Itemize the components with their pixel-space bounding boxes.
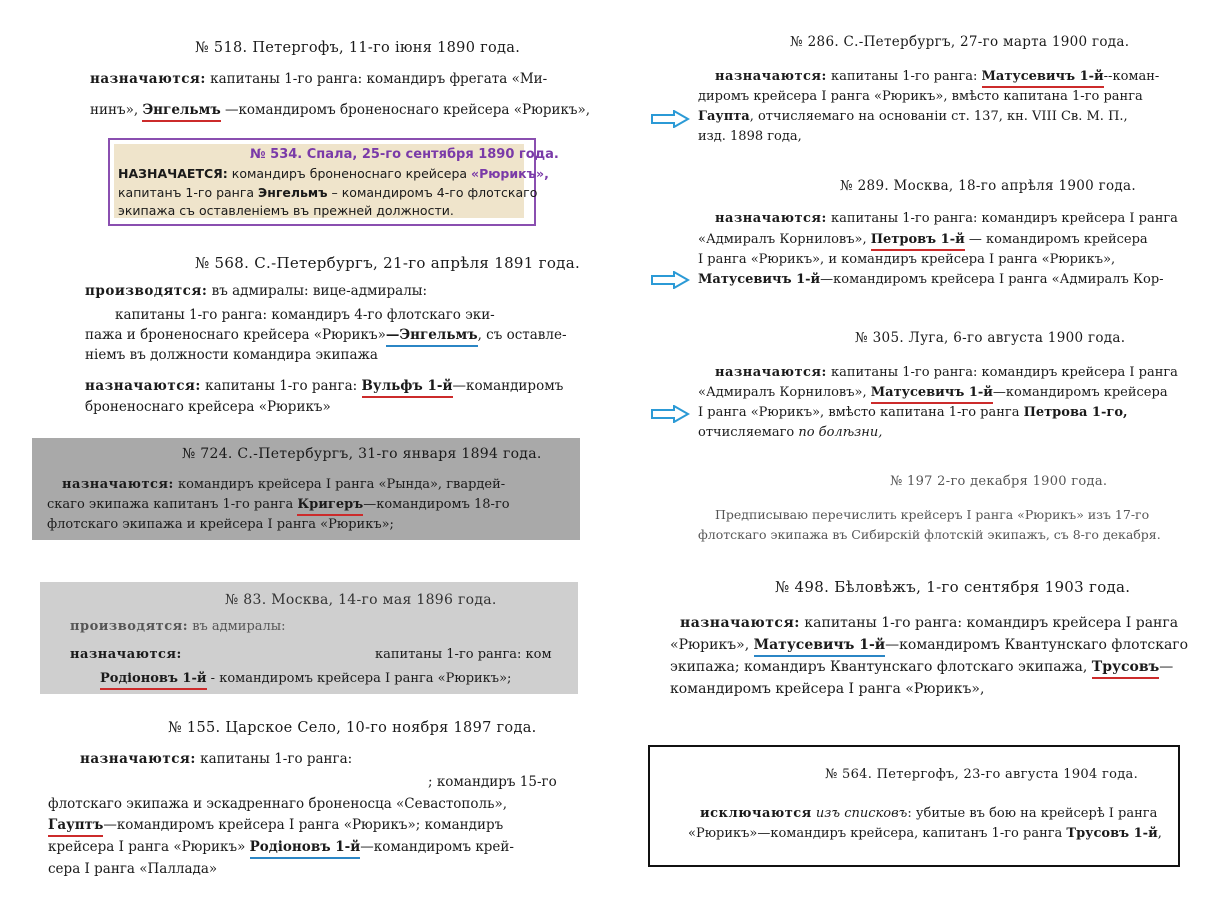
officer-name: Матусевичъ 1-й: [982, 69, 1104, 88]
officer-name: Родіоновъ 1-й: [100, 671, 207, 690]
ship-name: «Рюрикъ»,: [471, 166, 549, 181]
decree-line: [715, 68, 1159, 86]
text: изъ списковъ: [811, 806, 908, 821]
arrow-right-icon: [650, 271, 690, 289]
decree-line: [48, 838, 514, 856]
keyword: производятся:: [70, 619, 189, 634]
text: «Адмиралъ Корниловъ»,: [698, 232, 871, 247]
decree-line: [85, 282, 427, 300]
decree-197: [690, 472, 1190, 547]
officer-name: Матусевичъ 1-й: [698, 272, 821, 287]
decree-line: [70, 646, 182, 664]
text: капитаны 1-го ранга: командиръ крейсера I ранга: [799, 615, 1179, 631]
decree-line: [80, 750, 352, 768]
text: : убитые въ бою на крейсерѣ I ранга: [907, 806, 1158, 821]
text: капитанъ 1-го ранга: [118, 185, 259, 200]
text: капитаны 1-го ранга: командиръ крейсера I ранга: [826, 211, 1178, 226]
decree-568: [60, 250, 600, 425]
decree-header: № 197 2-го декабря 1900 года.: [890, 474, 1108, 489]
decree-header: № 83. Москва, 14-го мая 1896 года.: [225, 592, 497, 608]
text: капитаны 1-го ранга:: [826, 69, 982, 84]
text: капитаны 1-го ранга:: [200, 378, 362, 394]
text: въ адмиралы:: [188, 619, 286, 634]
text: —командиромъ Квантунскаго флотскаго: [885, 637, 1189, 653]
decree-line: броненоснаго крейсера «Рюрикъ»: [85, 399, 331, 415]
decree-line: [700, 805, 1157, 823]
text: капитаны 1-го ранга:: [195, 751, 353, 767]
decree-line: ніемъ въ должности командира экипажа: [85, 347, 378, 363]
text: въ адмиралы: вице-адмиралы:: [207, 283, 428, 299]
text: , отчисляемаго на основаніи ст. 137, кн. VIII Св. М. П.,: [749, 109, 1128, 124]
decree-line: экипажа съ оставленіемъ въ прежней должности.: [118, 203, 454, 218]
decree-line: командиромъ крейсера I ранга «Рюрикъ»,: [670, 681, 985, 697]
text: —командиромъ крейсера: [992, 385, 1168, 400]
decree-line: [715, 364, 1178, 382]
decree-line: капитаны 1-го ранга: командиръ 4-го флотскаго эки-: [115, 307, 495, 323]
keyword: НАЗНАЧАЕТСЯ:: [118, 166, 228, 181]
decree-line: ; командиръ 15-го: [428, 774, 557, 790]
decree-header: № 155. Царское Село, 10-го ноября 1897 года.: [168, 720, 537, 736]
keyword: назначаются:: [715, 365, 827, 380]
decree-line: флотскаго экипажа и крейсера I ранга «Рюрикъ»;: [47, 517, 394, 532]
text: командиръ броненоснаго крейсера: [227, 166, 472, 181]
decree-724: [32, 438, 580, 540]
decree-line: [698, 108, 1128, 126]
decree-header: № 568. С.-Петербургъ, 21-го апрѣля 1891 года.: [195, 254, 581, 272]
decree-header: № 564. Петергофъ, 23-го августа 1904 года.: [825, 767, 1139, 782]
decree-line: [118, 184, 537, 202]
text: , съ оставле-: [477, 327, 567, 343]
text: — командиромъ крейсера: [964, 232, 1148, 247]
text: —: [1159, 659, 1174, 675]
decree-line: [680, 614, 1178, 632]
keyword: назначаются:: [70, 647, 182, 662]
text: «Рюрикъ»,: [670, 637, 754, 653]
decree-line: капитаны 1-го ранга: ком: [375, 647, 552, 662]
arrow-right-icon: [650, 405, 690, 423]
keyword: исключаются: [700, 806, 812, 821]
decree-header: № 518. Петергофъ, 11-го іюня 1890 года.: [195, 40, 521, 56]
keyword: производятся:: [85, 283, 208, 299]
officer-name: Петровъ 1-й: [871, 232, 965, 251]
decree-line: [70, 618, 286, 636]
text: —командиромъ крейсера I ранга «Рюрикъ»; командиръ: [103, 817, 504, 833]
decree-518: [60, 38, 600, 128]
decree-line: сера I ранга «Паллада»: [48, 861, 218, 877]
keyword: назначаются:: [90, 71, 206, 87]
keyword: назначаются:: [85, 378, 201, 394]
officer-name: Гауптъ: [48, 817, 103, 837]
decree-155: [48, 718, 588, 898]
decree-line: [48, 816, 503, 834]
officer-name: Родіоновъ 1-й: [250, 839, 361, 859]
decree-line: [118, 165, 549, 183]
decree-line: I ранга «Рюрикъ», и командиръ крейсера I ранга «Рюрикъ»,: [698, 252, 1116, 267]
decree-line: [698, 271, 1164, 289]
officer-name: Кригеръ: [297, 497, 363, 516]
decree-498: [670, 576, 1200, 706]
text: - командиромъ крейсера I ранга «Рюрикъ»;: [206, 671, 512, 686]
officer-name: Энгельмъ: [258, 185, 328, 200]
text: экипажа; командиръ Квантунскаго флотскаго экипажа,: [670, 659, 1092, 675]
decree-line: диромъ крейсера I ранга «Рюрикъ», вмѣсто капитана 1-го ранга: [698, 89, 1143, 104]
decree-534-box: [108, 138, 559, 226]
decree-line: [688, 825, 1162, 843]
decree-header: № 286. С.-Петербургъ, 27-го марта 1900 года.: [790, 34, 1130, 50]
decree-83: [40, 582, 578, 694]
officer-name: Энгельмъ: [142, 102, 220, 122]
decree-line: флотскаго экипажа и эскадреннаго броненосца «Севастополь»,: [48, 796, 508, 812]
text: капитаны 1-го ранга: командиръ крейсера I ранга: [826, 365, 1178, 380]
decree-line: [90, 101, 590, 119]
decree-line: [670, 636, 1188, 654]
keyword: назначаются:: [715, 69, 827, 84]
text: крейсера I ранга «Рюрикъ»: [48, 839, 250, 855]
keyword: назначаются:: [80, 751, 196, 767]
keyword: назначаются:: [62, 477, 174, 492]
decree-564-box: [648, 745, 1180, 867]
text: командиръ крейсера I ранга «Рында», гвардей-: [173, 477, 506, 492]
decree-line: [85, 326, 567, 344]
decree-line: [47, 496, 510, 514]
decree-line: [698, 384, 1168, 402]
officer-name: Петрова 1-го,: [1023, 405, 1128, 420]
text: —командиромъ: [452, 378, 564, 394]
text: по болѣзни,: [798, 425, 883, 440]
text: —командиромъ крейсера I ранга «Адмиралъ Кор-: [820, 272, 1164, 287]
officer-name: Матусевичъ 1-й: [754, 637, 886, 657]
decree-line: [62, 476, 505, 494]
decree-289: [690, 176, 1190, 291]
decree-line: [670, 658, 1173, 676]
officer-name: Гаупта: [698, 109, 750, 124]
decree-header: № 289. Москва, 18-го апрѣля 1900 года.: [840, 178, 1136, 194]
decree-header: № 534. Спала, 25-го сентября 1890 года.: [250, 147, 559, 162]
officer-name: —Энгельмъ: [386, 327, 478, 347]
decree-header: № 498. Бѣловѣжъ, 1-го сентября 1903 года.: [775, 578, 1131, 596]
decree-line: [715, 210, 1178, 228]
officer-name: Трусовъ 1-й: [1066, 826, 1158, 841]
text: —командиромъ крей-: [360, 839, 514, 855]
arrow-right-icon: [650, 110, 690, 128]
decree-header: № 305. Луга, 6-го августа 1900 года.: [855, 330, 1126, 346]
text: отчисляемаго: [698, 425, 799, 440]
text: «Рюрикъ»—командиръ крейсера, капитанъ 1-го ранга: [688, 826, 1067, 841]
decree-line: флотскаго экипажа въ Сибирскій флотскій экипажъ, съ 8-го декабря.: [698, 527, 1161, 542]
decree-line: Предписываю перечислить крейсеръ I ранга «Рюрикъ» изъ 17-го: [715, 507, 1150, 522]
officer-name: Матусевичъ 1-й: [871, 385, 993, 404]
text: – командиромъ 4-го флотскаго: [327, 185, 538, 200]
text: —командиромъ броненоснаго крейсера «Рюрикъ»,: [220, 102, 591, 118]
decree-line: [698, 404, 1128, 422]
text: капитаны 1-го ранга: командиръ фрегата «Ми-: [205, 71, 548, 87]
text: ,: [1157, 826, 1162, 841]
text: скаго экипажа капитанъ 1-го ранга: [47, 497, 298, 512]
decree-line: [85, 377, 563, 395]
decree-line: [698, 231, 1148, 249]
decree-line: [698, 424, 882, 442]
text: «Адмиралъ Корниловъ»,: [698, 385, 871, 400]
text: --коман-: [1103, 69, 1160, 84]
text: I ранга «Рюрикъ», вмѣсто капитана 1-го ранга: [698, 405, 1024, 420]
decree-305: [690, 328, 1190, 443]
decree-line: [90, 70, 547, 88]
officer-name: Вульфъ 1-й: [362, 378, 453, 398]
text: нинъ»,: [90, 102, 143, 118]
decree-286: [690, 32, 1190, 147]
decree-header: № 724. С.-Петербургъ, 31-го января 1894 года.: [182, 446, 542, 462]
officer-name: Трусовъ: [1092, 659, 1160, 679]
decree-line: [100, 670, 511, 688]
keyword: назначаются:: [715, 211, 827, 226]
text: пажа и броненоснаго крейсера «Рюрикъ»: [85, 327, 386, 343]
decree-line: изд. 1898 года,: [698, 129, 802, 144]
keyword: назначаются:: [680, 615, 800, 631]
text: —командиромъ 18-го: [363, 497, 510, 512]
